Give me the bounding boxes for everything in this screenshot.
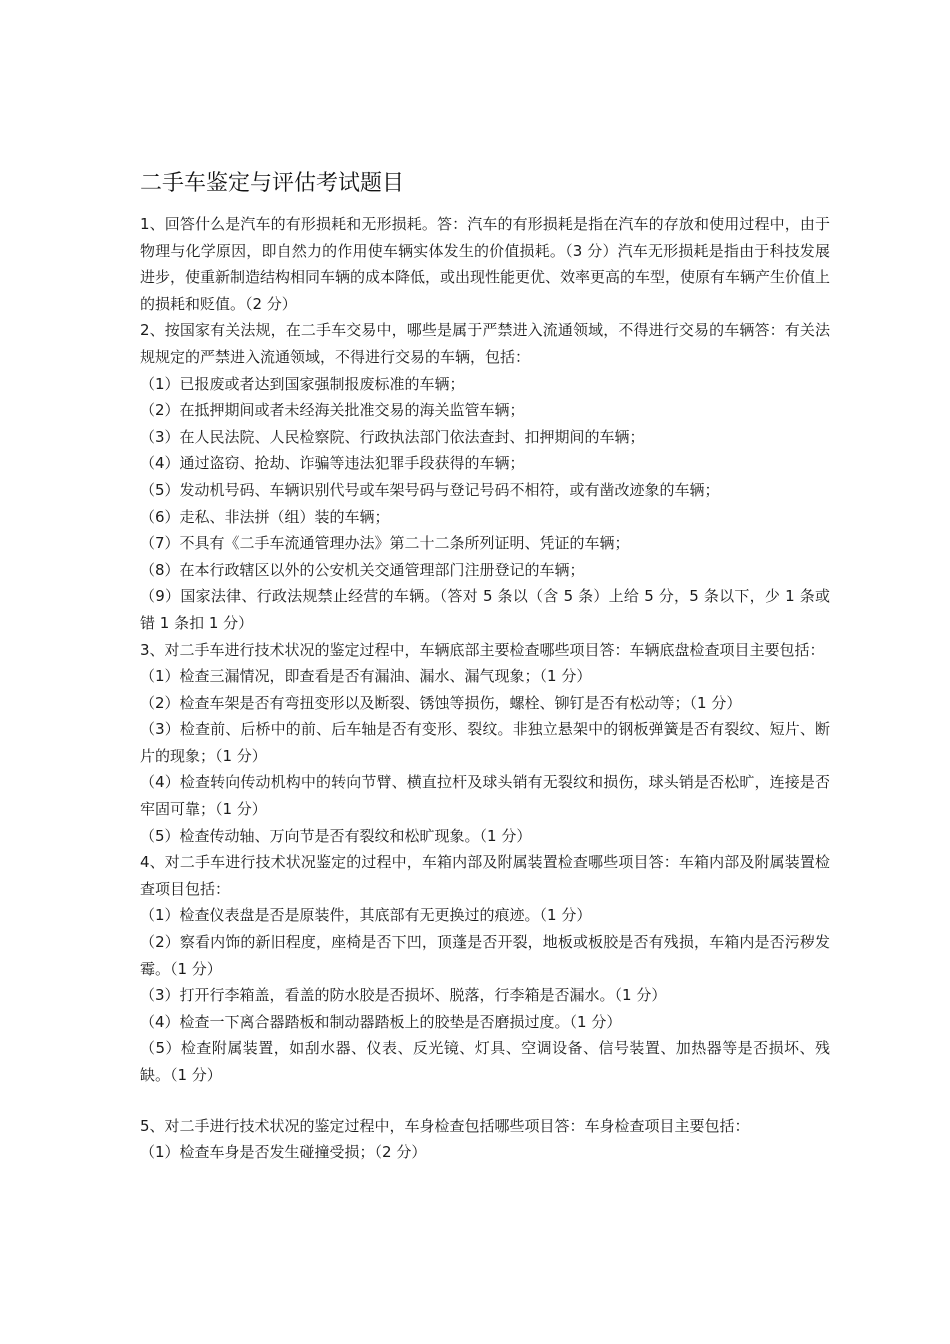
question-5-paragraph: 5、对二手进行技术状况的鉴定过程中，车身检查包括哪些项目答：车身检查项目主要包括：: [140, 1116, 750, 1135]
question-2-item-1: （1）已报废或者达到国家强制报废标准的车辆；: [140, 374, 465, 393]
question-2-item-8: （8）在本行政辖区以外的公安机关交通管理部门注册登记的车辆；: [140, 560, 585, 579]
question-4-paragraph: 4、对二手车进行技术状况鉴定的过程中，车箱内部及附属装置检查哪些项目答：车箱内部及附属装置检查项目包括：: [140, 853, 830, 898]
question-4-item-1: （1）检查仪表盘是否是原装件，其底部有无更换过的痕迹。（1 分）: [140, 906, 592, 925]
question-2-item-2: （2）在抵押期间或者未经海关批准交易的海关监管车辆；: [140, 401, 525, 420]
question-4-item-4: （4）检查一下离合器踏板和制动器踏板上的胶垫是否磨损过度。（1 分）: [140, 1012, 622, 1031]
question-4-item-2: （2）察看内饰的新旧程度，座椅是否下凹，顶蓬是否开裂，地板或板胶是否有残损，车箱内是否污秽发霉。（1 分）: [140, 933, 830, 978]
question-2-item-9: （9）国家法律、行政法规禁止经营的车辆。（答对 5 条以（含 5 条）上给 5 分，5 条以下，少 1 条或错 1 条扣 1 分）: [140, 587, 830, 632]
question-2-item-6: （6）走私、非法拼（组）装的车辆；: [140, 507, 390, 526]
question-5-item-1: （1）检查车身是否发生碰撞受损；（2 分）: [140, 1143, 427, 1162]
document-title: 二手车鉴定与评估考试题目: [140, 171, 405, 196]
document-body: [140, 211, 830, 1166]
question-3-item-3: （3）检查前、后桥中的前、后车轴是否有变形、裂纹。非独立悬架中的钢板弹簧是否有裂纹、短片、断片的现象；（1 分）: [140, 720, 830, 765]
question-4-item-5: （5）检查附属装置，如刮水器、仪表、反光镜、灯具、空调设备、信号装置、加热器等是否损坏、残缺。（1 分）: [140, 1039, 830, 1084]
question-2-item-3: （3）在人民法院、人民检察院、行政执法部门依法查封、扣押期间的车辆；: [140, 427, 645, 446]
question-2-paragraph: 2、按国家有关法规，在二手车交易中，哪些是属于严禁进入流通领域，不得进行交易的车辆答：有关法规规定的严禁进入流通领域，不得进行交易的车辆，包括：: [140, 321, 830, 366]
question-3-paragraph: 3、对二手车进行技术状况的鉴定过程中，车辆底部主要检查哪些项目答：车辆底盘检查项目主要包括：: [140, 640, 825, 659]
section-gap: [140, 1089, 830, 1113]
question-2-item-4: （4）通过盗窃、抢劫、诈骗等违法犯罪手段获得的车辆；: [140, 454, 525, 473]
question-3-item-2: （2）检查车架是否有弯扭变形以及断裂、锈蚀等损伤，螺栓、铆钉是否有松动等；（1 分）: [140, 693, 742, 712]
question-2-item-7: （7）不具有《二手车流通管理办法》第二十二条所列证明、凭证的车辆；: [140, 534, 630, 553]
question-3-item-4: （4）检查转向传动机构中的转向节臂、横直拉杆及球头销有无裂纹和损伤，球头销是否松旷，连接是否牢固可靠；（1 分）: [140, 773, 830, 819]
question-1-paragraph: 1、回答什么是汽车的有形损耗和无形损耗。答：汽车的有形损耗是指在汽车的存放和使用过程中，由于物理与化学原因，即自然力的作用使车辆实体发生的价值损耗。（3 分）汽车无形损耗是指由于科技发展进步，使重新制造结构相同车辆的成本降低，或出现性能更优、效率更高的车型，使原有车辆产生价值上的损耗和贬值。（2 分）: [140, 215, 831, 313]
question-2-item-5: （5）发动机号码、车辆识别代号或车架号码与登记号码不相符，或有凿改迹象的车辆；: [140, 480, 720, 499]
question-3-item-5: （5）检查传动轴、万向节是否有裂纹和松旷现象。（1 分）: [140, 826, 532, 845]
question-4-item-3: （3）打开行李箱盖，看盖的防水胶是否损坏、脱落，行李箱是否漏水。（1 分）: [140, 986, 667, 1005]
question-3-item-1: （1）检查三漏情况，即查看是否有漏油、漏水、漏气现象；（1 分）: [140, 667, 592, 686]
